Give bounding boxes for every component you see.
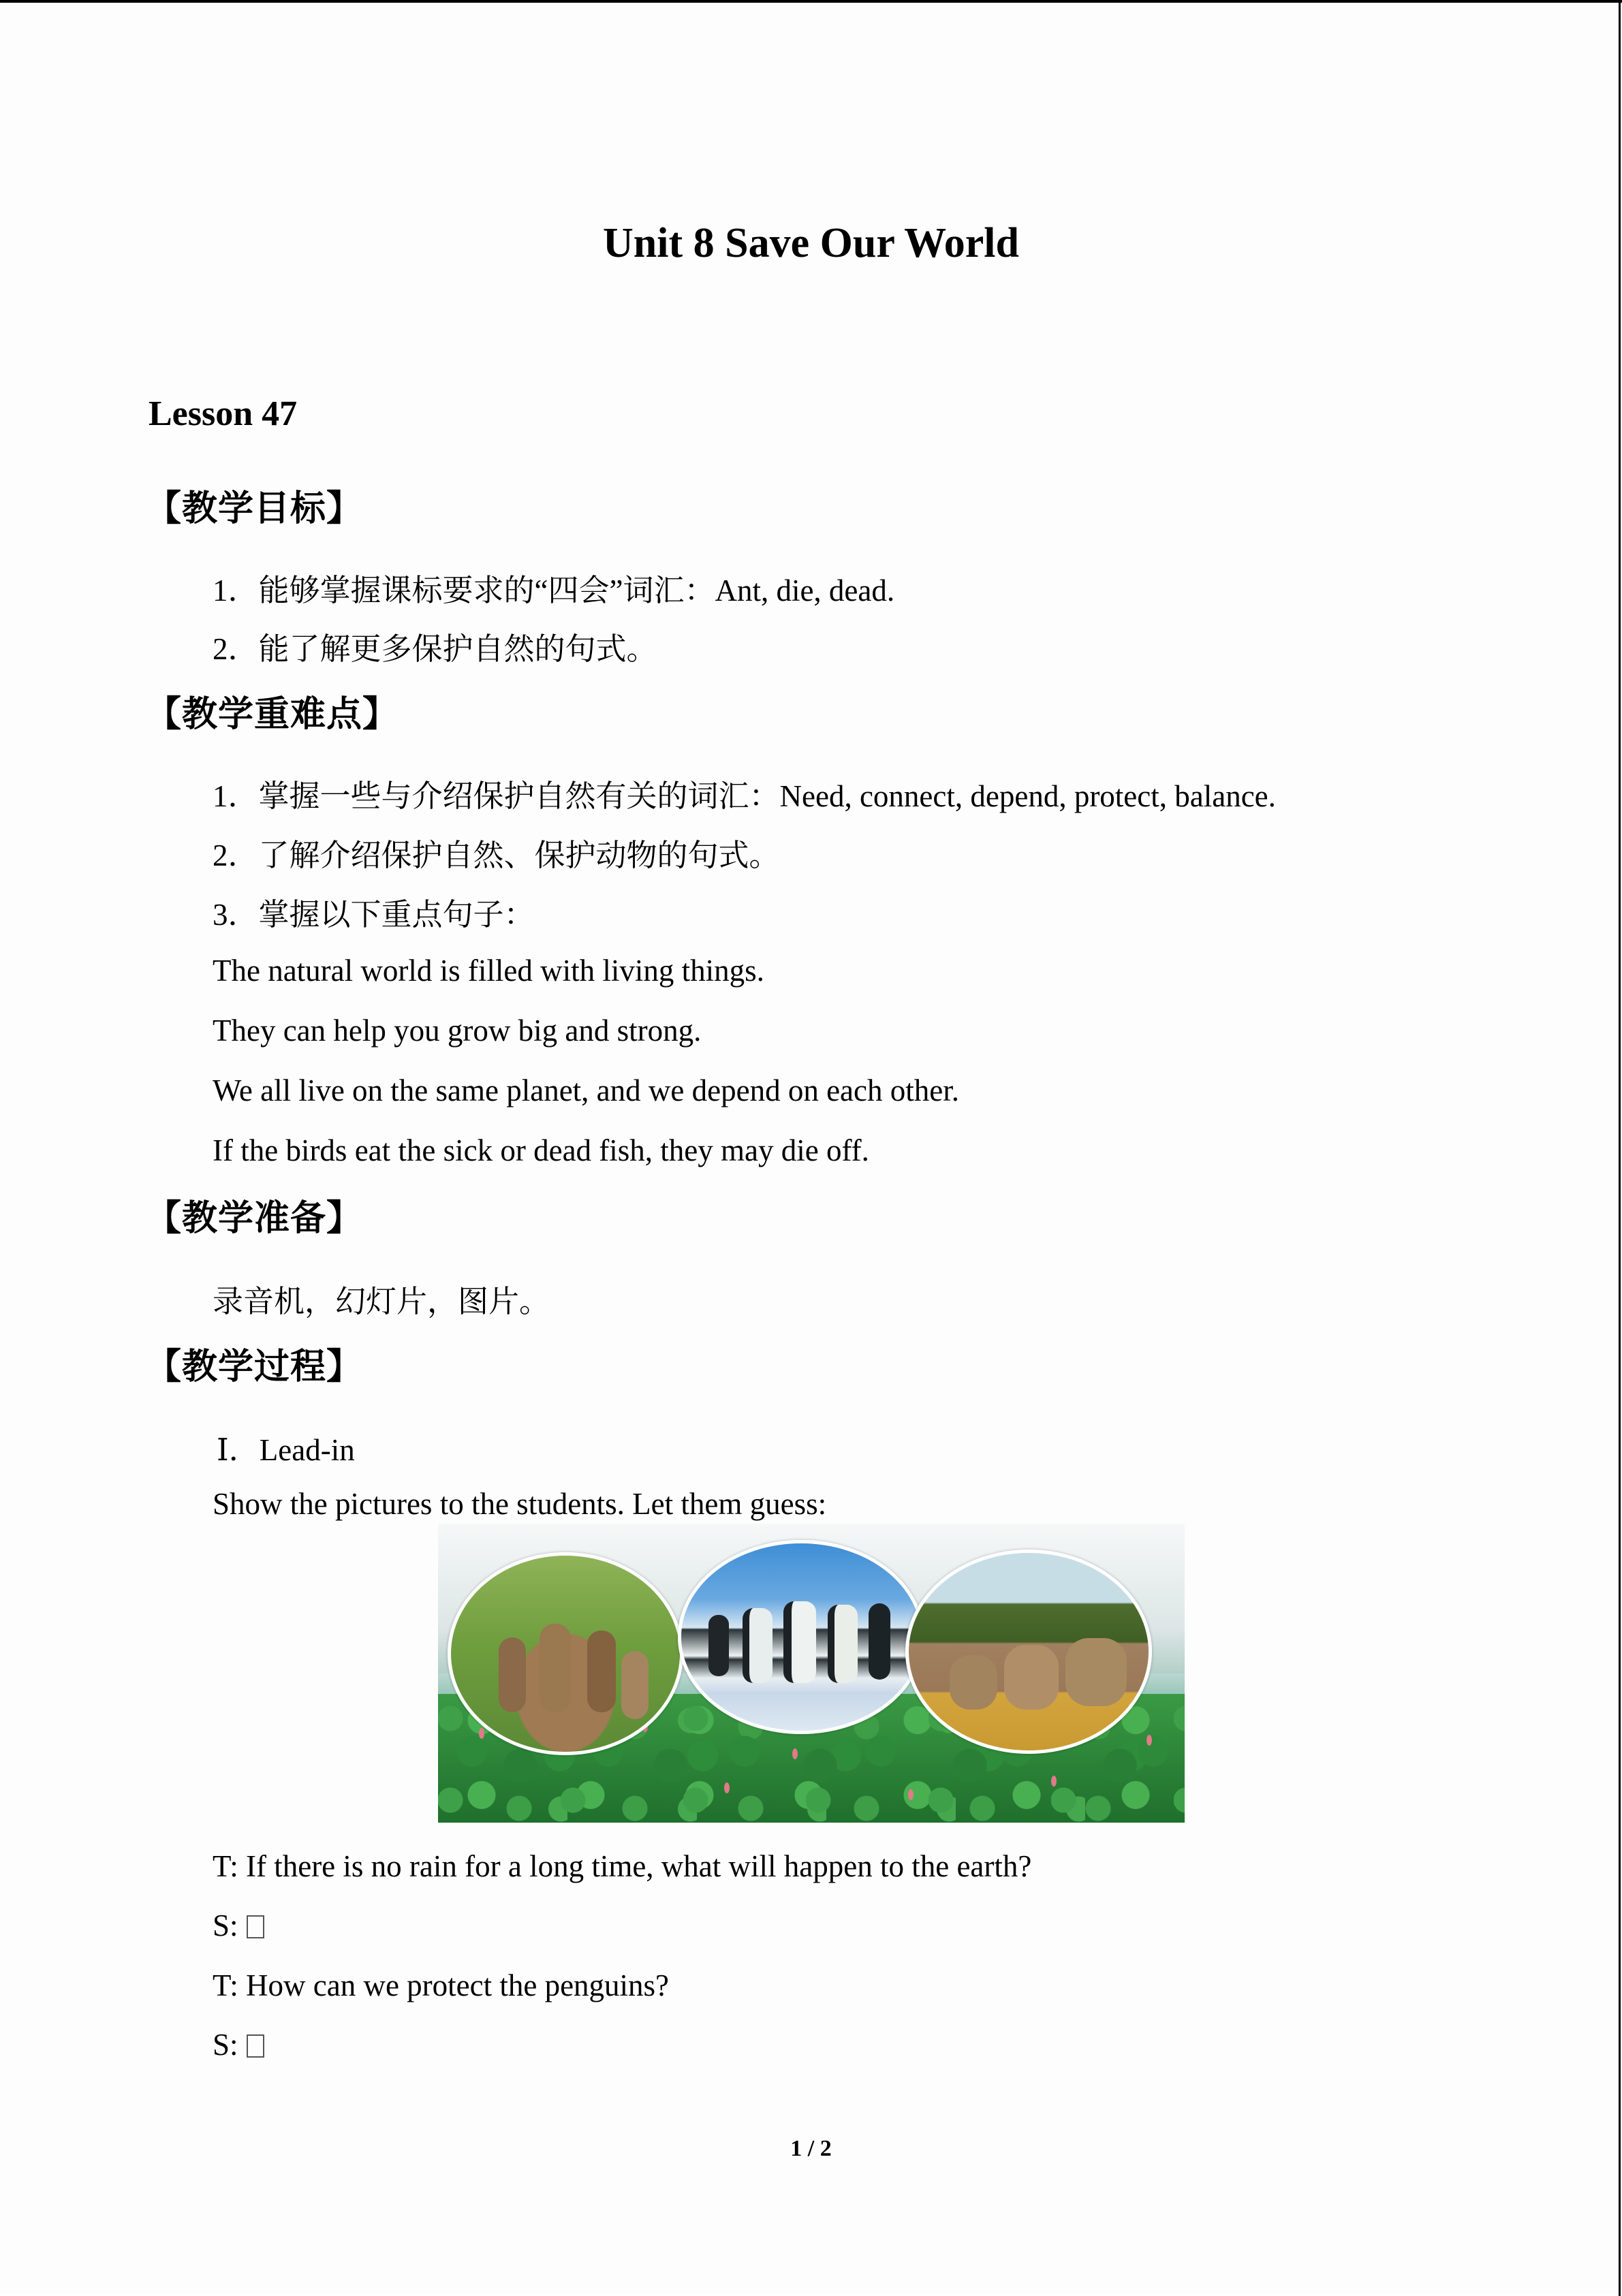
step-heading-lead-in: Ⅰ．Lead-in xyxy=(217,1433,355,1467)
animals-collage-image xyxy=(438,1524,1185,1823)
dialogue-line-teacher xyxy=(213,1849,1031,1884)
document-title: Unit 8 Save Our World xyxy=(603,220,1019,266)
key-sentence: We all live on the same planet, and we depend on each other. xyxy=(213,1073,959,1107)
objective-item: 1．能够掌握课标要求的“四会”词汇：Ant, die, dead. xyxy=(213,573,895,608)
dialogue-line-student xyxy=(213,2027,264,2062)
penguin-photo xyxy=(678,1540,924,1734)
section-heading-process: 【教学过程】 xyxy=(146,1348,363,1387)
preparation-text: 录音机，幻灯片，图片。 xyxy=(213,1285,550,1319)
speaker-label: T: xyxy=(213,1849,238,1883)
instruction-text: Show the pictures to the students. Let them guess: xyxy=(213,1487,827,1521)
key-point-item: 3．掌握以下重点句子： xyxy=(213,898,535,932)
dialogue-line-teacher xyxy=(213,1968,669,2003)
lotus-flower xyxy=(479,1728,484,1739)
dialogue-text: How can we protect the penguins? xyxy=(246,1968,670,2002)
lotus-flower xyxy=(1051,1776,1057,1787)
lotus-flower xyxy=(724,1782,730,1793)
key-point-item: 2．了解介绍保护自然、保护动物的句式。 xyxy=(213,838,780,872)
lesson-heading: Lesson 47 xyxy=(149,394,298,433)
page-right-border xyxy=(1619,3,1621,2296)
key-sentence: They can help you grow big and strong. xyxy=(213,1013,702,1048)
section-heading-preparation: 【教学准备】 xyxy=(146,1199,363,1238)
answer-blank-box xyxy=(247,1915,264,1938)
section-heading-objectives: 【教学目标】 xyxy=(146,490,363,529)
key-point-item: 1．掌握一些与介绍保护自然有关的词汇：Need, connect, depend, protect, balance. xyxy=(213,779,1276,813)
dialogue-line-student xyxy=(213,1908,264,1943)
lotus-flower xyxy=(1147,1735,1152,1746)
speaker-label: S: xyxy=(213,2028,238,2062)
answer-blank-box xyxy=(247,2034,264,2058)
elephant-photo xyxy=(905,1550,1152,1754)
page-indicator: 1 / 2 xyxy=(790,2136,832,2161)
key-sentence: The natural world is filled with living things. xyxy=(213,954,764,988)
lotus-flower xyxy=(792,1748,798,1759)
speaker-label: S: xyxy=(213,1908,238,1943)
antelope-photo xyxy=(448,1552,683,1755)
dialogue-text: If there is no rain for a long time, what will happen to the earth? xyxy=(246,1849,1032,1883)
section-heading-key-points: 【教学重难点】 xyxy=(146,695,399,734)
key-sentence: If the birds eat the sick or dead fish, they may die off. xyxy=(213,1133,869,1167)
lotus-flower xyxy=(908,1789,914,1800)
speaker-label: T: xyxy=(213,1968,238,2002)
objective-item: 2．能了解更多保护自然的句式。 xyxy=(213,632,657,666)
